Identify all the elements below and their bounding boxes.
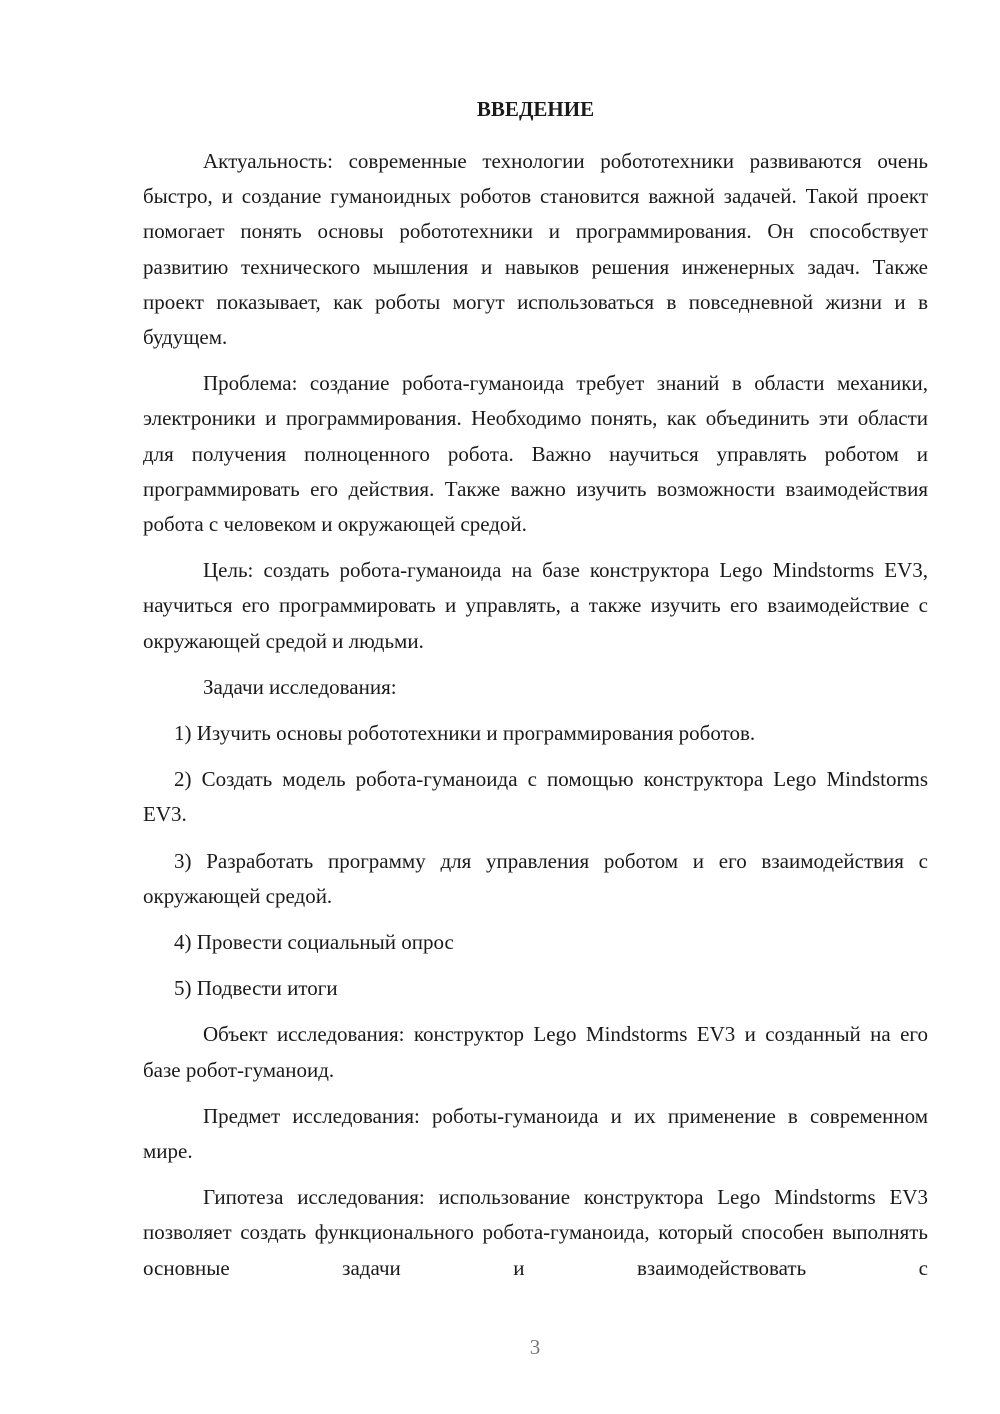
task-item-4: 4) Провести социальный опрос	[174, 930, 454, 955]
tasks-heading: Задачи исследования:	[203, 674, 397, 699]
task-item-3: 3) Разработать программу для управления роботом и его взаимодействия с окружающей средой.	[143, 848, 928, 908]
section-title: ВВЕДЕНИЕ	[476, 97, 595, 121]
paragraph-hypothesis: Гипотеза исследования: использование конструктора Lego Mindstorms EV3 позволяет создать функционального робота-гуманоида, который способен выполнять основные задачи и взаимодействовать с	[143, 1185, 928, 1280]
tasks-list	[143, 716, 928, 1006]
paragraph-relevance: Актуальность: современные технологии робототехники развиваются очень быстро, и создание гуманоидных роботов становится важной задачей. Такой проект помогает понять основы робототехники и программирования. Он способствует развитию технического мышления и навыков решения инженерных задач. Также проект показывает, как роботы могут использоваться в повседневной жизни и в будущем.	[143, 149, 928, 350]
document-page	[143, 92, 928, 1297]
paragraph-problem: Проблема: создание робота-гуманоида требует знаний в области механики, электроники и программирования. Необходимо понять, как объединить эти области для получения полноценного робота. Важно научиться управлять роботом и программировать его действия. Также важно изучить возможности взаимодействия робота с человеком и окружающей средой.	[143, 371, 928, 537]
paragraph-goal: Цель: создать робота-гуманоида на базе конструктора Lego Mindstorms EV3, научиться его программировать и управлять, а также изучить его взаимодействие с окружающей средой и людьми.	[143, 558, 928, 653]
task-item-5: 5) Подвести итоги	[174, 976, 338, 1001]
task-item-1: 1) Изучить основы робототехники и программирования роботов.	[174, 721, 756, 746]
page-number: 3	[529, 1335, 541, 1359]
paragraph-object: Объект исследования: конструктор Lego Mindstorms EV3 и созданный на его базе робот-гуманоид.	[143, 1022, 928, 1082]
paragraph-subject: Предмет исследования: роботы-гуманоида и их применение в современном мире.	[143, 1103, 928, 1164]
task-item-2: 2) Создать модель робота-гуманоида с помощью конструктора Lego Mindstorms EV3.	[143, 767, 928, 827]
